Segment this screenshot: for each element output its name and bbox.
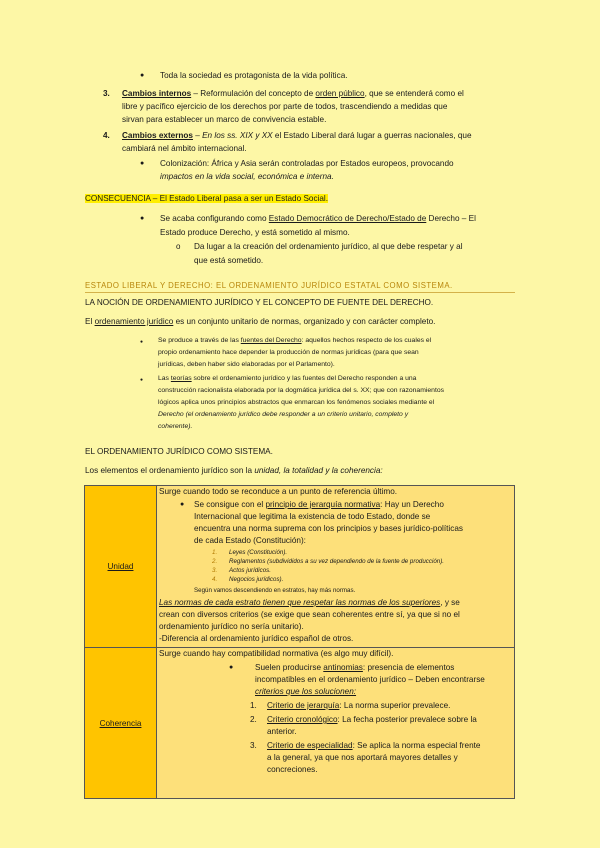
item4-line: Cambios externos – En los ss. XIX y XX el Estado Liberal dará lugar a guerras nacionales, que xyxy=(122,131,472,140)
table-row xyxy=(85,486,515,648)
sistema-heading: EL ORDENAMIENTO JURÍDICO COMO SISTEMA. xyxy=(85,447,273,456)
consecuencia-highlight: CONSECUENCIA – El Estado Liberal pasa a ser un Estado Social. xyxy=(85,194,329,203)
criterio-item: Criterio de jerarquía: La norma superior prevalece. xyxy=(267,701,451,710)
section-subheading: LA NOCIÓN DE ORDENAMIENTO JURÍDICO Y EL CONCEPTO DE FUENTE DEL DERECHO. xyxy=(85,298,434,307)
unidad-label-cell xyxy=(85,486,157,648)
list-number: 4. xyxy=(212,576,218,583)
list-number: 1. xyxy=(212,549,218,556)
unidad-text: Las normas de cada estrato tienen que respetar las normas de los superiores, y se xyxy=(159,598,460,607)
coherencia-text: incompatibles en el ordenamiento jurídico – Deben encontrarse xyxy=(255,675,485,684)
bullet-dot: ● xyxy=(140,72,145,79)
colonizacion-line: Colonización: África y Asia serán controladas por Estados europeos, provocando xyxy=(160,159,454,168)
list-number: 2. xyxy=(250,715,257,724)
consecuencia-sub: Da lugar a la creación del ordenamiento jurídico, al que debe respetar y al xyxy=(194,242,463,251)
unidad-text: encuentra una norma suprema con los principios y bases jurídico-políticas xyxy=(194,524,463,533)
teorias-line5: coherente). xyxy=(158,423,193,430)
bullet-dot: ● xyxy=(140,160,145,167)
criterio-item-line2: anterior. xyxy=(267,727,297,736)
unidad-text: -Diferencia al ordenamiento jurídico español de otros. xyxy=(159,634,354,643)
unidad-label: Unidad xyxy=(107,562,134,571)
item3-line: Cambios internos – Reformulación del concepto de orden público, que se entenderá como el xyxy=(122,89,464,98)
unidad-text: crean con diversos criterios (se exige que sean coherentes entre sí, ya que si no el xyxy=(159,610,460,619)
item4-title: Cambios externos xyxy=(122,131,193,140)
unidad-text: ordenamiento jurídico no sería unitario). xyxy=(159,622,304,631)
circle-bullet: o xyxy=(176,242,181,251)
norma-item: Leyes (Constitución). xyxy=(229,549,288,556)
unidad-body-cell xyxy=(157,486,515,648)
bullet-dot: ● xyxy=(229,664,234,671)
coherencia-text: criterios que los solucionen: xyxy=(255,687,357,696)
item3-line3: sirvan para establecer un marco de convivencia estable. xyxy=(122,115,327,124)
unidad-text: Según vamos descendiendo en estratos, hay más normas. xyxy=(194,587,356,594)
item3-line2: libre y pacífico ejercicio de los derechos por parte de todos, trascendiendo a medidas que xyxy=(122,102,448,111)
coherencia-text: Surge cuando hay compatibilidad normativa (es algo muy difícil). xyxy=(159,649,394,658)
elementos-line: Los elementos el ordenamiento jurídico son la unidad, la totalidad y la coherencia: xyxy=(85,466,383,475)
intro-line: Toda la sociedad es protagonista de la vida política. xyxy=(160,71,348,80)
fuentes-line: Se produce a través de las fuentes del Derecho: aquellos hechos respecto de los cuales el xyxy=(158,337,432,344)
norma-item: Reglamentos (subdivididos a su vez dependiendo de la fuente de producción). xyxy=(229,558,444,565)
coherencia-label: Coherencia xyxy=(99,718,142,728)
teorias-line4: Derecho (el ordenamiento jurídico debe responder a un criterio unitario, completo y xyxy=(158,411,409,418)
unidad-text: Se consigue con el principio de jerarquía normativa: Hay un Derecho xyxy=(194,500,444,509)
list-number: 3. xyxy=(250,741,257,750)
list-number: 2. xyxy=(212,558,218,565)
bullet-dot: ● xyxy=(180,501,185,508)
colonizacion-line2: impactos en la vida social, económica e interna. xyxy=(160,172,334,181)
item4-line2: cambiará nel ámbito internacional. xyxy=(122,144,247,153)
table-row xyxy=(85,648,515,799)
criterio-item: Criterio cronológico: La fecha posterior prevalece sobre la xyxy=(267,715,477,724)
unidad-text: Internacional que legitima la existencia de todo Estado, donde se xyxy=(194,512,431,521)
consecuencia-bullet-line2: Estado produce Derecho, y está sometido al mismo. xyxy=(160,228,350,237)
definition-line: El ordenamiento jurídico es un conjunto unitario de normas, organizado y con carácter completo. xyxy=(85,317,436,326)
coherencia-body-cell xyxy=(157,648,515,799)
unidad-text: Surge cuando todo se reconduce a un punto de referencia último. xyxy=(159,487,398,496)
bullet-dot: ● xyxy=(140,339,144,345)
item3-title: Cambios internos xyxy=(122,89,192,98)
norma-item: Actos jurídicos. xyxy=(229,567,271,574)
teorias-line: Las teorías sobre el ordenamiento jurídico y las fuentes del Derecho responden a una xyxy=(158,375,417,382)
bullet-dot: ● xyxy=(140,377,144,383)
elements-table xyxy=(84,485,515,799)
coherencia-text: Suelen producirse antinomias: presencia de elementos xyxy=(255,663,455,672)
teorias-line3: lógicos aplica unos principios abstractos que enmarcan los fenómenos sociales mediante el xyxy=(158,399,435,406)
criterio-item: Criterio de especialidad: Se aplica la norma especial frente xyxy=(267,741,481,750)
teorias-line2: construcción racionalista elaborada por la dogmática jurídica del s. XX; que con razonamientos xyxy=(158,387,445,394)
coherencia-label-cell xyxy=(85,648,157,799)
list-number: 3. xyxy=(212,567,218,574)
norma-item: Negocios jurídicos). xyxy=(229,576,284,583)
fuentes-line3: jurídicas, deben haber sido elaboradas por el Parlamento). xyxy=(158,361,335,368)
unidad-text: de cada Estado (Constitución): xyxy=(194,536,306,545)
section-heading: ESTADO LIBERAL Y DERECHO: EL ORDENAMIENTO JURÍDICO ESTATAL COMO SISTEMA. xyxy=(85,281,515,293)
list-number: 3. xyxy=(103,89,110,98)
consecuencia-sub-line2: que está sometido. xyxy=(194,256,264,265)
list-number: 1. xyxy=(250,701,257,710)
criterio-item-line3: concreciones. xyxy=(267,765,318,774)
consecuencia-bullet: Se acaba configurando como Estado Democrático de Derecho/Estado de Derecho – El xyxy=(160,214,476,223)
fuentes-line2: propio ordenamiento hace depender la producción de normas jurídicas (para que sean xyxy=(158,349,419,356)
criterio-item-line2: a la general, ya que nos aportará mayores detalles y xyxy=(267,753,458,762)
bullet-dot: ● xyxy=(140,215,145,222)
list-number: 4. xyxy=(103,131,110,140)
